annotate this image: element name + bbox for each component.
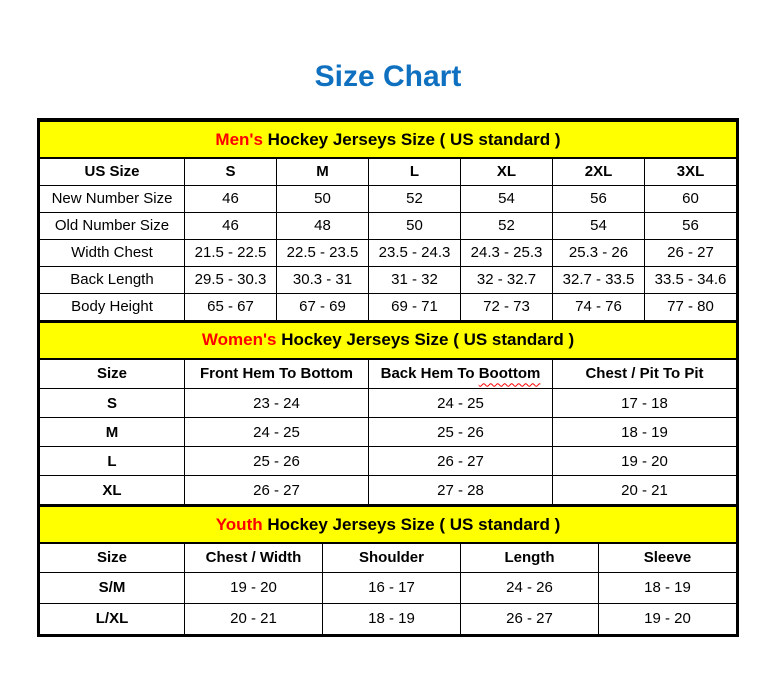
table-cell: 54 (553, 212, 645, 239)
row-label: New Number Size (40, 185, 185, 212)
table-row (40, 266, 737, 293)
mens-col-header: 3XL (645, 158, 737, 185)
table-cell: 74 - 76 (553, 293, 645, 320)
mens-band-row (40, 121, 737, 158)
row-label: XL (40, 476, 185, 505)
table-cell: 24 - 26 (461, 572, 599, 603)
table-cell: 20 - 21 (553, 476, 737, 505)
womens-col-header: Front Hem To Bottom (185, 359, 369, 389)
table-cell: 69 - 71 (369, 293, 461, 320)
table-cell: 24.3 - 25.3 (461, 239, 553, 266)
mens-col-header: L (369, 158, 461, 185)
table-cell: 33.5 - 34.6 (645, 266, 737, 293)
table-cell: 22.5 - 23.5 (277, 239, 369, 266)
table-cell: 31 - 32 (369, 266, 461, 293)
table-row (40, 293, 737, 320)
table-row (40, 239, 737, 266)
table-cell: 65 - 67 (185, 293, 277, 320)
youth-col-header: Chest / Width (185, 543, 323, 572)
youth-col-header: Size (40, 543, 185, 572)
table-cell: 25 - 26 (185, 447, 369, 476)
mens-band-title (40, 121, 737, 158)
table-cell: 18 - 19 (553, 418, 737, 447)
table-cell: 25.3 - 26 (553, 239, 645, 266)
table-row (40, 418, 737, 447)
mens-col-header: S (185, 158, 277, 185)
table-cell: 72 - 73 (461, 293, 553, 320)
row-label: L/XL (40, 603, 185, 634)
row-label: Old Number Size (40, 212, 185, 239)
table-row (40, 185, 737, 212)
table-cell: 17 - 18 (553, 389, 737, 418)
table-cell: 19 - 20 (599, 603, 737, 634)
table-cell: 18 - 19 (323, 603, 461, 634)
mens-band-rest: Hockey Jerseys Size ( US standard ) (262, 129, 561, 149)
womens-size-table (39, 321, 737, 506)
table-cell: 32 - 32.7 (461, 266, 553, 293)
row-label: S (40, 389, 185, 418)
row-label: Body Height (40, 293, 185, 320)
mens-col-header: 2XL (553, 158, 645, 185)
table-cell: 60 (645, 185, 737, 212)
youth-col-header: Sleeve (599, 543, 737, 572)
youth-col-header: Shoulder (323, 543, 461, 572)
youth-band-row (40, 506, 737, 543)
youth-band-title (40, 506, 737, 543)
table-cell: 16 - 17 (323, 572, 461, 603)
table-cell: 32.7 - 33.5 (553, 266, 645, 293)
womens-col-header: Size (40, 359, 185, 389)
table-cell: 18 - 19 (599, 572, 737, 603)
mens-col-header: US Size (40, 158, 185, 185)
page-title: Size Chart (314, 60, 462, 93)
table-row (40, 212, 737, 239)
table-cell: 23.5 - 24.3 (369, 239, 461, 266)
row-label: Back Length (40, 266, 185, 293)
row-label: Width Chest (40, 239, 185, 266)
table-cell: 77 - 80 (645, 293, 737, 320)
youth-band-rest: Hockey Jerseys Size ( US standard ) (262, 514, 561, 534)
table-cell: 52 (369, 185, 461, 212)
table-cell: 29.5 - 30.3 (185, 266, 277, 293)
womens-band-rest: Hockey Jerseys Size ( US standard ) (276, 330, 575, 349)
table-row (40, 447, 737, 476)
table-cell: 50 (277, 185, 369, 212)
youth-band-prefix: Youth (215, 514, 263, 534)
table-cell: 26 - 27 (369, 447, 553, 476)
mens-col-header: XL (461, 158, 553, 185)
table-cell: 46 (185, 185, 277, 212)
mens-band-prefix: Men's (215, 129, 263, 149)
womens-col-header (369, 359, 553, 389)
row-label: S/M (40, 572, 185, 603)
table-cell: 56 (553, 185, 645, 212)
table-cell: 27 - 28 (369, 476, 553, 505)
row-label: M (40, 418, 185, 447)
mens-size-table (39, 120, 737, 321)
back-hem-misspelled-word: Boottom (478, 365, 541, 383)
table-cell: 67 - 69 (277, 293, 369, 320)
size-tables-stack (37, 118, 739, 637)
mens-header-row (40, 158, 737, 185)
table-cell: 26 - 27 (461, 603, 599, 634)
table-cell: 46 (185, 212, 277, 239)
table-row (40, 476, 737, 505)
womens-band-prefix: Women's (201, 330, 277, 349)
table-cell: 52 (461, 212, 553, 239)
table-cell: 19 - 20 (553, 447, 737, 476)
youth-size-table (39, 505, 737, 635)
womens-band-title (40, 322, 737, 359)
table-cell: 19 - 20 (185, 572, 323, 603)
table-cell: 20 - 21 (185, 603, 323, 634)
table-cell: 50 (369, 212, 461, 239)
table-cell: 56 (645, 212, 737, 239)
table-cell: 30.3 - 31 (277, 266, 369, 293)
table-cell: 25 - 26 (369, 418, 553, 447)
back-hem-label-prefix: Back Hem To (380, 365, 479, 383)
table-row (40, 572, 737, 603)
row-label: L (40, 447, 185, 476)
table-cell: 24 - 25 (185, 418, 369, 447)
table-cell: 23 - 24 (185, 389, 369, 418)
table-cell: 21.5 - 22.5 (185, 239, 277, 266)
table-cell: 26 - 27 (185, 476, 369, 505)
table-cell: 48 (277, 212, 369, 239)
youth-header-row (40, 543, 737, 572)
womens-band-row (40, 322, 737, 359)
table-cell: 26 - 27 (645, 239, 737, 266)
table-row (40, 603, 737, 634)
table-cell: 54 (461, 185, 553, 212)
mens-col-header: M (277, 158, 369, 185)
youth-col-header: Length (461, 543, 599, 572)
womens-header-row (40, 359, 737, 389)
table-cell: 24 - 25 (369, 389, 553, 418)
table-row (40, 389, 737, 418)
womens-col-header: Chest / Pit To Pit (553, 359, 737, 389)
